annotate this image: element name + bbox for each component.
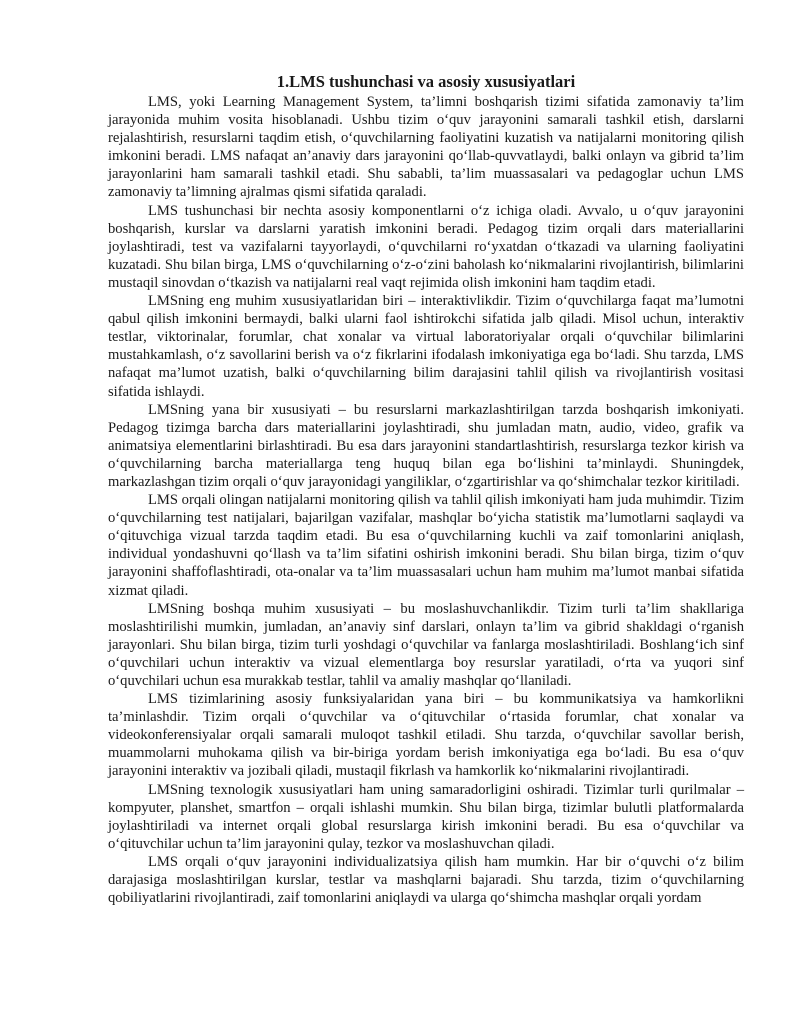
paragraph-3: LMSning eng muhim xususiyatlaridan biri – interaktivlikdir. Tizim o‘quvchilarga faqat ma’lumotni qabul qilish imkonini bermaydi, balki ularni faol ishtirokchi sifatida jalb qiladi. Misol uchun, interaktiv testlar, viktorinalar, forumlar, chat xonalar va virtual laboratoriyalar orqali o‘quvchilar bilimlarini mustahkamlash, o‘z savollarini berish va o‘z fikrlarini ifodalash imkoniyatiga ega bo‘ladi. Shu tarzda, LMS nafaqat ma’lumot uzatish, balki o‘quvchilarning bilim darajasini tahlil qilish va rivojlantirish vositasi sifatida ishlaydi. [108, 293, 744, 400]
paragraph-1: LMS, yoki Learning Management System, ta’limni boshqarish tizimi sifatida zamonaviy ta’lim jarayonida muhim vosita hisoblanadi. Ushbu tizim o‘quv jarayonini samarali tashkil etish, darslarni rejalashtirish, resurslarni taqdim etish, o‘quvchilarning faoliyatini kuzatish va natijalarni monitoring qilish imkonini beradi. LMS nafaqat an’anaviy dars jarayonini qo‘llab-quvvatlaydi, balki onlayn va gibrid ta’lim jarayonlarini ham samarali tashkil etadi. Shu sababli, ta’lim muassasalari va pedagoglar uchun LMS zamonaviy ta’limning ajralmas qismi sifatida qaraladi. [108, 94, 744, 201]
paragraph-6: LMSning boshqa muhim xususiyati – bu moslashuvchanlikdir. Tizim turli ta’lim shakllariga moslashtirilishi mumkin, jumladan, an’anaviy sinf darslari, onlayn ta’lim va gibrid shakldagi o‘rganish jarayonlari. Shu bilan birga, tizim turli yoshdagi o‘quvchilar va fanlarga moslashtiriladi. Boshlang‘ich sinf o‘quvchilari uchun interaktiv va vizual elementlarga boy resurslar yaratiladi, o‘rta va yuqori sinf o‘quvchilari uchun esa murakkab testlar, tahlil va amaliy mashqlar qo‘llaniladi. [108, 600, 744, 689]
document-page [108, 72, 744, 907]
paragraph-9: LMS orqali o‘quv jarayonini individualizatsiya qilish ham mumkin. Har bir o‘quvchi o‘z bilim darajasiga moslashtirilgan kurslar, testlar va mashqlarni bajaradi. Shu tarzda, tizim o‘quvchilarning qobiliyatlarini rivojlantiradi, zaif tomonlarini aniqlaydi va ularga qo‘shimcha mashqlar orqali yordam [108, 853, 744, 907]
paragraph-7: LMS tizimlarining asosiy funksiyalaridan yana biri – bu kommunikatsiya va hamkorlikni ta’minlashdir. Tizim orqali o‘quvchilar va o‘qituvchilar o‘rtasida forumlar, chat xonalar va videokonferensiyalar orqali samarali muloqot tashkil etiladi. Shu tarzda, o‘quvchilar savollar berish, muammolarni muhokama qilish va bir-biriga yordam berish imkoniyatiga ega bo‘ladi. Bu esa o‘quv jarayonini interaktiv va jozibali qiladi, mustaqil fikrlash va hamkorlik ko‘nikmalarini rivojlantiradi. [108, 691, 744, 780]
paragraph-5: LMS orqali olingan natijalarni monitoring qilish va tahlil qilish imkoniyati ham juda muhimdir. Tizim o‘quvchilarning test natijalari, bajarilgan vazifalar, mashqlar bo‘yicha statistik ma’lumotlarni saqlaydi va o‘qituvchiga vizual tarzda taqdim etadi. Bu esa o‘quvchilarning kuchli va zaif tomonlarini aniqlash, individual yondashuvni qo‘llash va ta’lim sifatini oshirish imkonini beradi. Shu bilan birga, tizim o‘quv jarayonini shaffoflashtiradi, ota-onalar va ta’lim muassasalari uchun ham muhim ma’lumot manbai sifatida xizmat qiladi. [108, 492, 744, 599]
paragraph-2: LMS tushunchasi bir nechta asosiy komponentlarni o‘z ichiga oladi. Avvalo, u o‘quv jarayonini boshqarish, kurslar va darslarni yaratish imkonini beradi. Pedagog tizim orqali dars materiallarini joylashtiradi, test va vazifalarni tayyorlaydi, o‘quvchilarni ro‘yxatdan o‘tkazadi va ularning faoliyatini kuzatadi. Shu bilan birga, LMS o‘quvchilarning o‘z-o‘zini baholash ko‘nikmalarini rivojlantirish, bilimlarini mustaqil sinovdan o‘tkazish va natijalarni real vaqt rejimida olish imkonini ham taqdim etadi. [108, 202, 744, 291]
paragraph-8: LMSning texnologik xususiyatlari ham uning samaradorligini oshiradi. Tizimlar turli qurilmalar – kompyuter, planshet, smartfon – orqali ishlashi mumkin. Shu bilan birga, tizimlar bulutli platformalarda joylashtiriladi va internet orqali global resurslarga kirish imkonini beradi. Bu esa o‘quvchilar va o‘qituvchilar uchun ta’lim jarayonini qulay, tezkor va moslashuvchan qiladi. [108, 781, 744, 852]
paragraph-4: LMSning yana bir xususiyati – bu resurslarni markazlashtirilgan tarzda boshqarish imkoniyati. Pedagog tizimga barcha dars materiallarini joylashtiradi, shu jumladan matn, audio, video, grafik va animatsiya elementlarini birlashtiradi. Bu esa dars jarayonini standartlashtirish, resurslarga tezkor kirish va o‘quvchilarning barcha materiallarga teng huquq bilan ega bo‘lishini ta’minlaydi. Shuningdek, markazlashgan tizim orqali o‘quv jarayonidagi yangiliklar, o‘zgartirishlar va qo‘shimchalar tezkor kiritiladi. [108, 401, 744, 490]
document-title: 1.LMS tushunchasi va asosiy xususiyatlari [276, 72, 576, 91]
